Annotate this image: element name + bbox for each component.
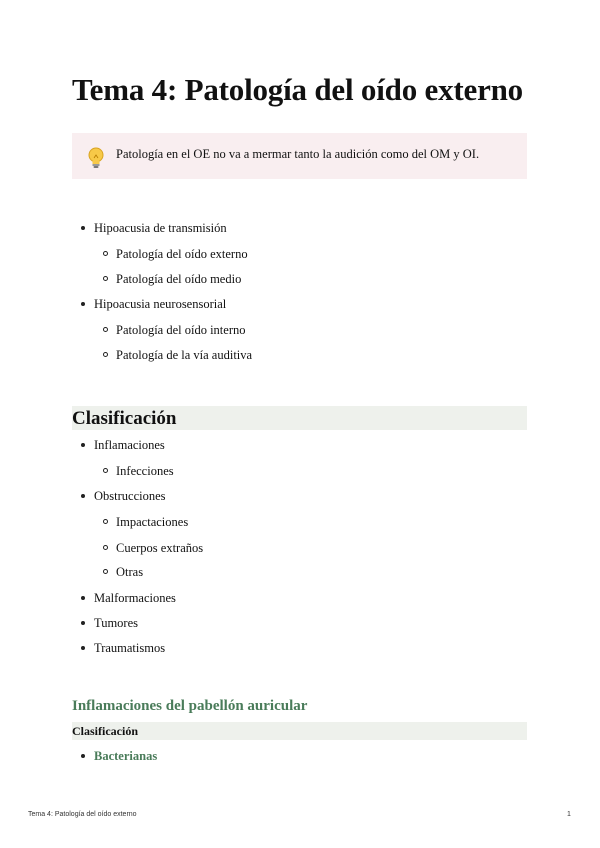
list-item: Obstrucciones — [94, 489, 166, 503]
subsection-heading: Inflamaciones del pabellón auricular — [72, 698, 308, 714]
list-item: Patología del oído externo — [116, 247, 248, 261]
list-item: Patología del oído medio — [116, 272, 242, 286]
list-item: Hipoacusia de transmisión — [94, 221, 227, 235]
callout — [72, 133, 527, 179]
page-title: Tema 4: Patología del oído externo — [72, 72, 523, 107]
list-item: Tumores — [94, 616, 138, 630]
list-item: Traumatismos — [94, 641, 166, 655]
list-item: Inflamaciones — [94, 438, 165, 452]
list-item: Hipoacusia neurosensorial — [94, 297, 227, 311]
subsubsection-heading-clasificacion — [72, 722, 527, 740]
list-item: Cuerpos extraños — [116, 541, 204, 555]
list-item: Malformaciones — [94, 591, 176, 605]
callout-text: Patología en el OE no va a mermar tanto la audición como del OM y OI. — [116, 147, 480, 161]
page-number: 1 — [567, 811, 571, 818]
section-heading-clasificacion — [72, 406, 527, 430]
footer-title: Tema 4: Patología del oído externo — [28, 811, 137, 818]
list-item: Bacterianas — [94, 749, 158, 763]
list-item: Infecciones — [116, 464, 174, 478]
lightbulb-icon — [86, 146, 106, 170]
list-item: Otras — [116, 565, 144, 579]
section-heading-text: Clasificación — [72, 408, 177, 429]
subsubsection-heading-text: Clasificación — [72, 724, 138, 738]
list-item: Patología del oído interno — [116, 323, 246, 337]
list-item: Impactaciones — [116, 515, 189, 529]
list-item: Patología de la vía auditiva — [116, 348, 253, 362]
